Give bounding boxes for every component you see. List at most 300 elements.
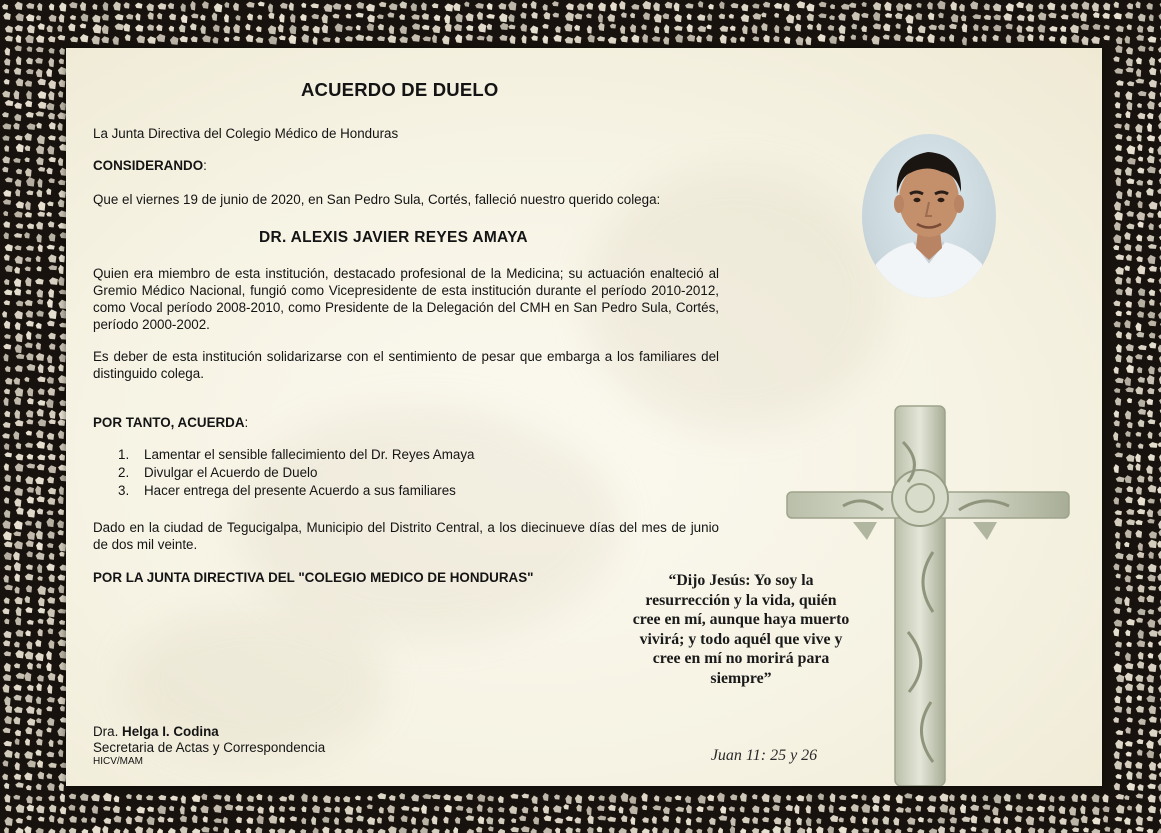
on-behalf-line: POR LA JUNTA DIRECTIVA DEL "COLEGIO MEDICO DE HONDURAS" — [93, 570, 534, 585]
mosaic-tile — [1113, 234, 1121, 243]
mosaic-tile — [1124, 320, 1130, 329]
mosaic-tile — [38, 23, 45, 30]
mosaic-tile — [46, 662, 51, 671]
mosaic-tile — [531, 35, 538, 41]
mosaic-tile — [486, 14, 495, 19]
portrait-illustration — [862, 134, 996, 298]
mosaic-tile — [289, 25, 296, 35]
mosaic-tile — [642, 805, 647, 810]
mosaic-tile — [1113, 717, 1119, 723]
mosaic-tile — [838, 826, 847, 833]
mosaic-tile — [696, 829, 702, 833]
mosaic-tile — [1147, 519, 1155, 524]
mosaic-tile — [730, 826, 735, 833]
mosaic-tile — [806, 805, 811, 814]
mosaic-tile — [1148, 366, 1155, 375]
mosaic-tile — [1038, 12, 1047, 20]
mosaic-tile — [1058, 795, 1065, 801]
mosaic-tile — [104, 818, 112, 824]
mosaic-tile — [169, 806, 174, 811]
mosaic-tile — [631, 35, 639, 43]
mosaic-tile — [334, 796, 340, 802]
mosaic-tile — [1114, 706, 1123, 713]
mosaic-tile — [552, 13, 559, 18]
mosaic-tile — [280, 3, 288, 9]
mosaic-tile — [14, 520, 23, 529]
mosaic-tile — [861, 794, 867, 800]
mosaic-tile — [915, 13, 922, 20]
mosaic-tile — [14, 45, 21, 51]
mosaic-tile — [26, 815, 32, 820]
mosaic-tile — [27, 123, 36, 130]
mosaic-tile — [224, 37, 229, 42]
mosaic-tile — [477, 12, 483, 20]
mosaic-tile — [1113, 300, 1120, 306]
mosaic-tile — [1126, 486, 1133, 492]
mosaic-tile — [982, 795, 988, 801]
mosaic-tile — [566, 816, 573, 821]
mosaic-tile — [37, 464, 45, 471]
mosaic-tile — [200, 15, 205, 21]
mosaic-tile — [1149, 761, 1156, 770]
mosaic-tile — [620, 25, 625, 34]
mosaic-tile — [26, 112, 34, 118]
mosaic-tile — [190, 1, 195, 11]
resolution-text: Lamentar el sensible fallecimiento del Dr. Reyes Amaya — [144, 447, 475, 462]
mosaic-tile — [993, 3, 1001, 11]
mosaic-tile — [598, 795, 605, 801]
mosaic-tile — [356, 25, 361, 30]
mosaic-tile — [1127, 805, 1132, 810]
mosaic-tile — [719, 1, 724, 9]
mosaic-tile — [1126, 519, 1135, 525]
mosaic-tile — [1126, 355, 1133, 363]
mosaic-tile — [1124, 575, 1130, 583]
mosaic-tile — [883, 23, 890, 31]
mosaic-tile — [1149, 342, 1156, 349]
mosaic-tile — [47, 497, 55, 504]
mosaic-tile — [1126, 67, 1134, 72]
mosaic-tile — [486, 35, 492, 42]
mosaic-tile — [345, 13, 351, 18]
mosaic-tile — [24, 772, 32, 780]
mosaic-tile — [3, 344, 11, 350]
mosaic-tile — [48, 254, 56, 262]
mosaic-tile — [937, 817, 945, 823]
mosaic-tile — [27, 760, 36, 767]
mosaic-tile — [1115, 113, 1122, 118]
mosaic-tile — [14, 278, 21, 287]
mosaic-tile — [1136, 57, 1142, 64]
mosaic-tile — [662, 827, 669, 833]
mosaic-tile — [807, 13, 814, 21]
mosaic-tile — [816, 826, 823, 833]
mosaic-tile — [16, 354, 25, 359]
mosaic-tile — [907, 817, 915, 825]
mosaic-tile — [1126, 310, 1132, 315]
mosaic-tile — [654, 13, 662, 22]
mosaic-tile — [36, 189, 42, 197]
mosaic-tile — [1147, 179, 1153, 185]
mosaic-tile — [158, 795, 166, 800]
mosaic-tile — [5, 805, 12, 812]
mosaic-tile — [37, 508, 44, 514]
mosaic-tile — [59, 254, 65, 262]
mosaic-tile — [46, 563, 54, 571]
mosaic-tile — [476, 827, 483, 833]
reference-initials: HICV/MAM — [93, 756, 143, 767]
mosaic-tile — [797, 827, 805, 833]
mosaic-tile — [91, 35, 99, 44]
mosaic-tile — [852, 12, 860, 21]
mosaic-tile — [4, 321, 10, 329]
mosaic-tile — [123, 828, 129, 833]
mosaic-tile — [37, 409, 44, 417]
mosaic-tile — [675, 34, 683, 43]
mosaic-tile — [1136, 706, 1144, 713]
mosaic-tile — [35, 653, 44, 662]
mosaic-tile — [223, 25, 230, 33]
mosaic-tile — [907, 827, 913, 832]
mosaic-tile — [36, 552, 45, 560]
mosaic-tile — [1037, 828, 1044, 833]
mosaic-tile — [885, 13, 892, 18]
mosaic-tile — [1113, 607, 1120, 613]
mosaic-tile — [48, 135, 56, 140]
mosaic-tile — [38, 419, 47, 427]
mosaic-tile — [411, 34, 420, 42]
mosaic-tile — [258, 2, 265, 7]
mosaic-tile — [1114, 388, 1120, 393]
mosaic-tile — [1138, 409, 1146, 415]
mosaic-tile — [1125, 91, 1132, 100]
mosaic-tile — [630, 827, 638, 833]
mosaic-tile — [233, 2, 239, 10]
mosaic-tile — [4, 783, 9, 789]
mosaic-tile — [48, 488, 56, 495]
mosaic-tile — [467, 829, 474, 833]
mosaic-tile — [838, 806, 846, 811]
mosaic-tile — [687, 34, 695, 41]
mosaic-tile — [47, 597, 55, 604]
mosaic-tile — [14, 498, 21, 507]
mosaic-tile — [552, 1, 559, 6]
mosaic-tile — [773, 36, 779, 42]
mosaic-tile — [1126, 223, 1134, 229]
mosaic-tile — [1126, 585, 1133, 592]
mosaic-tile — [27, 620, 34, 625]
mosaic-tile — [181, 795, 186, 804]
mosaic-tile — [1136, 68, 1141, 76]
mosaic-tile — [4, 696, 11, 706]
mosaic-tile — [1116, 331, 1122, 338]
mosaic-tile — [58, 199, 65, 207]
mosaic-tile — [335, 37, 340, 43]
mosaic-tile — [521, 35, 526, 44]
mosaic-tile — [927, 2, 933, 10]
mosaic-tile — [443, 816, 448, 823]
mosaic-tile — [213, 804, 221, 812]
mosaic-tile — [1025, 26, 1033, 32]
mosaic-tile — [367, 804, 373, 809]
mosaic-tile — [1158, 606, 1161, 612]
mosaic-tile — [4, 79, 10, 85]
mosaic-tile — [135, 3, 142, 9]
mosaic-tile — [1039, 34, 1044, 41]
mosaic-tile — [1148, 475, 1153, 482]
mosaic-tile — [938, 826, 945, 833]
mosaic-tile — [1114, 91, 1120, 98]
mosaic-tile — [1115, 794, 1124, 800]
mosaic-tile — [1115, 25, 1123, 32]
mosaic-tile — [709, 817, 716, 825]
mosaic-tile — [608, 37, 617, 44]
mosaic-tile — [57, 639, 66, 646]
mosaic-tile — [420, 827, 428, 833]
mosaic-tile — [1137, 475, 1145, 482]
mosaic-tile — [1115, 177, 1121, 187]
mosaic-tile — [850, 815, 856, 823]
mosaic-tile — [46, 212, 52, 217]
mosaic-tile — [1037, 24, 1045, 33]
mosaic-tile — [915, 795, 923, 802]
mosaic-tile — [235, 805, 243, 811]
mosaic-tile — [158, 3, 167, 10]
mosaic-tile — [1147, 783, 1156, 789]
mosaic-tile — [1146, 816, 1152, 821]
mosaic-tile — [785, 805, 793, 811]
mosaic-tile — [432, 34, 437, 43]
mosaic-tile — [224, 2, 229, 8]
mosaic-tile — [819, 2, 827, 8]
mosaic-tile — [57, 530, 63, 535]
mosaic-tile — [47, 783, 55, 791]
mosaic-tile — [508, 14, 514, 22]
mosaic-tile — [48, 419, 56, 424]
mosaic-tile — [200, 25, 206, 34]
mosaic-tile — [498, 829, 505, 833]
mosaic-tile — [25, 342, 33, 348]
mosaic-tile — [1115, 510, 1122, 515]
mosaic-tile — [268, 3, 273, 12]
mosaic-tile — [16, 144, 24, 153]
mosaic-tile — [279, 796, 287, 801]
mosaic-tile — [1003, 13, 1012, 21]
mosaic-tile — [1135, 191, 1141, 198]
mosaic-tile — [531, 12, 538, 19]
mosaic-tile — [939, 36, 945, 42]
mosaic-tile — [1157, 618, 1161, 626]
mosaic-tile — [233, 24, 240, 33]
mosaic-tile — [949, 24, 957, 29]
mosaic-tile — [26, 364, 35, 371]
mosaic-tile — [662, 13, 669, 19]
mosaic-tile — [126, 794, 132, 799]
mosaic-tile — [1115, 397, 1121, 405]
mosaic-tile — [365, 36, 373, 41]
mosaic-tile — [37, 629, 42, 637]
mosaic-tile — [1115, 487, 1123, 493]
mosaic-tile — [47, 355, 52, 364]
mosaic-tile — [1146, 695, 1155, 702]
mosaic-tile — [806, 3, 814, 11]
mosaic-tile — [4, 497, 9, 504]
mosaic-tile — [742, 817, 750, 824]
mosaic-tile — [1114, 410, 1119, 418]
mosaic-tile — [806, 817, 812, 826]
mosaic-tile — [15, 333, 23, 342]
issuer-line: La Junta Directiva del Colegio Médico de Honduras — [93, 126, 399, 141]
mosaic-tile — [27, 496, 34, 503]
mosaic-tile — [59, 14, 65, 23]
mosaic-tile — [674, 26, 683, 31]
mosaic-tile — [378, 829, 386, 833]
mosaic-tile — [58, 542, 66, 551]
mosaic-tile — [982, 25, 989, 31]
mosaic-tile — [1136, 618, 1143, 623]
mosaic-tile — [520, 24, 527, 32]
mosaic-tile — [1115, 641, 1122, 647]
mosaic-tile — [499, 35, 507, 41]
mosaic-tile — [992, 806, 998, 815]
mosaic-tile — [654, 26, 659, 34]
mosaic-tile — [1114, 518, 1122, 527]
mosaic-tile — [1146, 750, 1154, 758]
mosaic-tile — [706, 805, 713, 810]
mosaic-tile — [48, 289, 54, 298]
mosaic-tile — [5, 36, 13, 42]
mosaic-tile — [1115, 740, 1123, 749]
mosaic-tile — [872, 804, 879, 812]
mosaic-tile — [1136, 739, 1143, 744]
mosaic-tile — [1135, 463, 1140, 471]
mosaic-tile — [169, 26, 175, 32]
mosaic-tile — [47, 201, 54, 206]
mosaic-tile — [1125, 652, 1131, 661]
mosaic-tile — [807, 24, 813, 30]
mosaic-tile — [1137, 661, 1144, 669]
mosaic-tile — [25, 100, 32, 107]
mosaic-tile — [13, 123, 19, 130]
mosaic-tile — [311, 816, 316, 825]
mosaic-tile — [14, 102, 22, 109]
mosaic-tile — [1124, 542, 1129, 547]
mosaic-tile — [1136, 134, 1141, 141]
mosaic-tile — [938, 24, 945, 30]
mosaic-tile — [4, 58, 10, 65]
mosaic-tile — [37, 564, 42, 573]
mosaic-tile — [762, 793, 770, 802]
mosaic-tile — [36, 256, 41, 262]
mosaic-tile — [58, 190, 66, 198]
mosaic-tile — [200, 805, 208, 813]
mosaic-tile — [3, 190, 11, 197]
mosaic-tile — [609, 794, 617, 803]
mosaic-tile — [4, 817, 12, 826]
mosaic-tile — [676, 816, 681, 823]
mosaic-tile — [1147, 375, 1155, 385]
mosaic-tile — [984, 15, 991, 20]
mosaic-tile — [15, 189, 20, 197]
mosaic-tile — [37, 376, 45, 382]
mosaic-tile — [796, 817, 802, 825]
mosaic-tile — [1080, 12, 1087, 22]
mosaic-tile — [1136, 180, 1143, 186]
mosaic-tile — [1114, 597, 1122, 605]
mosaic-tile — [255, 37, 263, 43]
mosaic-tile — [14, 562, 21, 571]
mosaic-tile — [1072, 827, 1079, 832]
mosaic-tile — [1147, 212, 1154, 218]
mosaic-tile — [565, 795, 572, 804]
mosaic-tile — [15, 2, 23, 10]
mosaic-tile — [202, 1, 209, 9]
mosaic-tile — [1005, 804, 1013, 811]
mosaic-tile — [2, 4, 8, 10]
mosaic-tile — [245, 23, 250, 30]
mosaic-tile — [1147, 355, 1153, 361]
mosaic-tile — [1136, 332, 1144, 338]
mosaic-tile — [1135, 124, 1142, 133]
mosaic-tile — [214, 3, 223, 12]
mosaic-tile — [212, 12, 218, 20]
mosaic-tile — [399, 1, 407, 8]
mosaic-tile — [509, 806, 517, 815]
mosaic-tile — [38, 91, 47, 99]
mosaic-tile — [830, 4, 835, 9]
mosaic-tile — [36, 441, 45, 449]
mosaic-tile — [508, 1, 516, 10]
mosaic-tile — [47, 718, 54, 726]
mosaic-tile — [224, 14, 229, 23]
mosaic-tile — [36, 123, 42, 129]
mosaic-tile — [412, 828, 418, 833]
mosaic-tile — [466, 25, 473, 31]
mosaic-tile — [1137, 608, 1145, 615]
mosaic-tile — [896, 807, 904, 813]
mosaic-tile — [26, 419, 33, 424]
mosaic-tile — [202, 35, 211, 42]
mosaic-tile — [1113, 628, 1119, 637]
mosaic-tile — [26, 585, 32, 592]
mosaic-tile — [454, 24, 462, 31]
mosaic-tile — [36, 221, 43, 229]
mosaic-tile — [388, 815, 394, 822]
mosaic-tile — [16, 169, 22, 175]
mosaic-tile — [15, 35, 21, 43]
mosaic-tile — [531, 795, 537, 803]
mosaic-tile — [15, 650, 23, 658]
mosaic-tile — [587, 815, 593, 824]
mosaic-tile — [378, 24, 384, 31]
mosaic-tile — [47, 365, 54, 373]
mosaic-tile — [1137, 784, 1143, 791]
mosaic-tile — [587, 827, 594, 833]
mosaic-tile — [641, 24, 647, 30]
mosaic-tile — [686, 805, 692, 814]
mosaic-tile — [1014, 815, 1021, 822]
mosaic-tile — [14, 752, 19, 759]
mosaic-tile — [652, 36, 661, 42]
mosaic-tile — [2, 91, 10, 98]
mosaic-tile — [257, 14, 262, 19]
mosaic-tile — [1070, 2, 1078, 9]
mosaic-tile — [367, 828, 374, 833]
mosaic-tile — [2, 774, 8, 781]
mosaic-tile — [851, 794, 858, 799]
mosaic-tile — [707, 794, 714, 801]
mosaic-tile — [92, 4, 97, 10]
